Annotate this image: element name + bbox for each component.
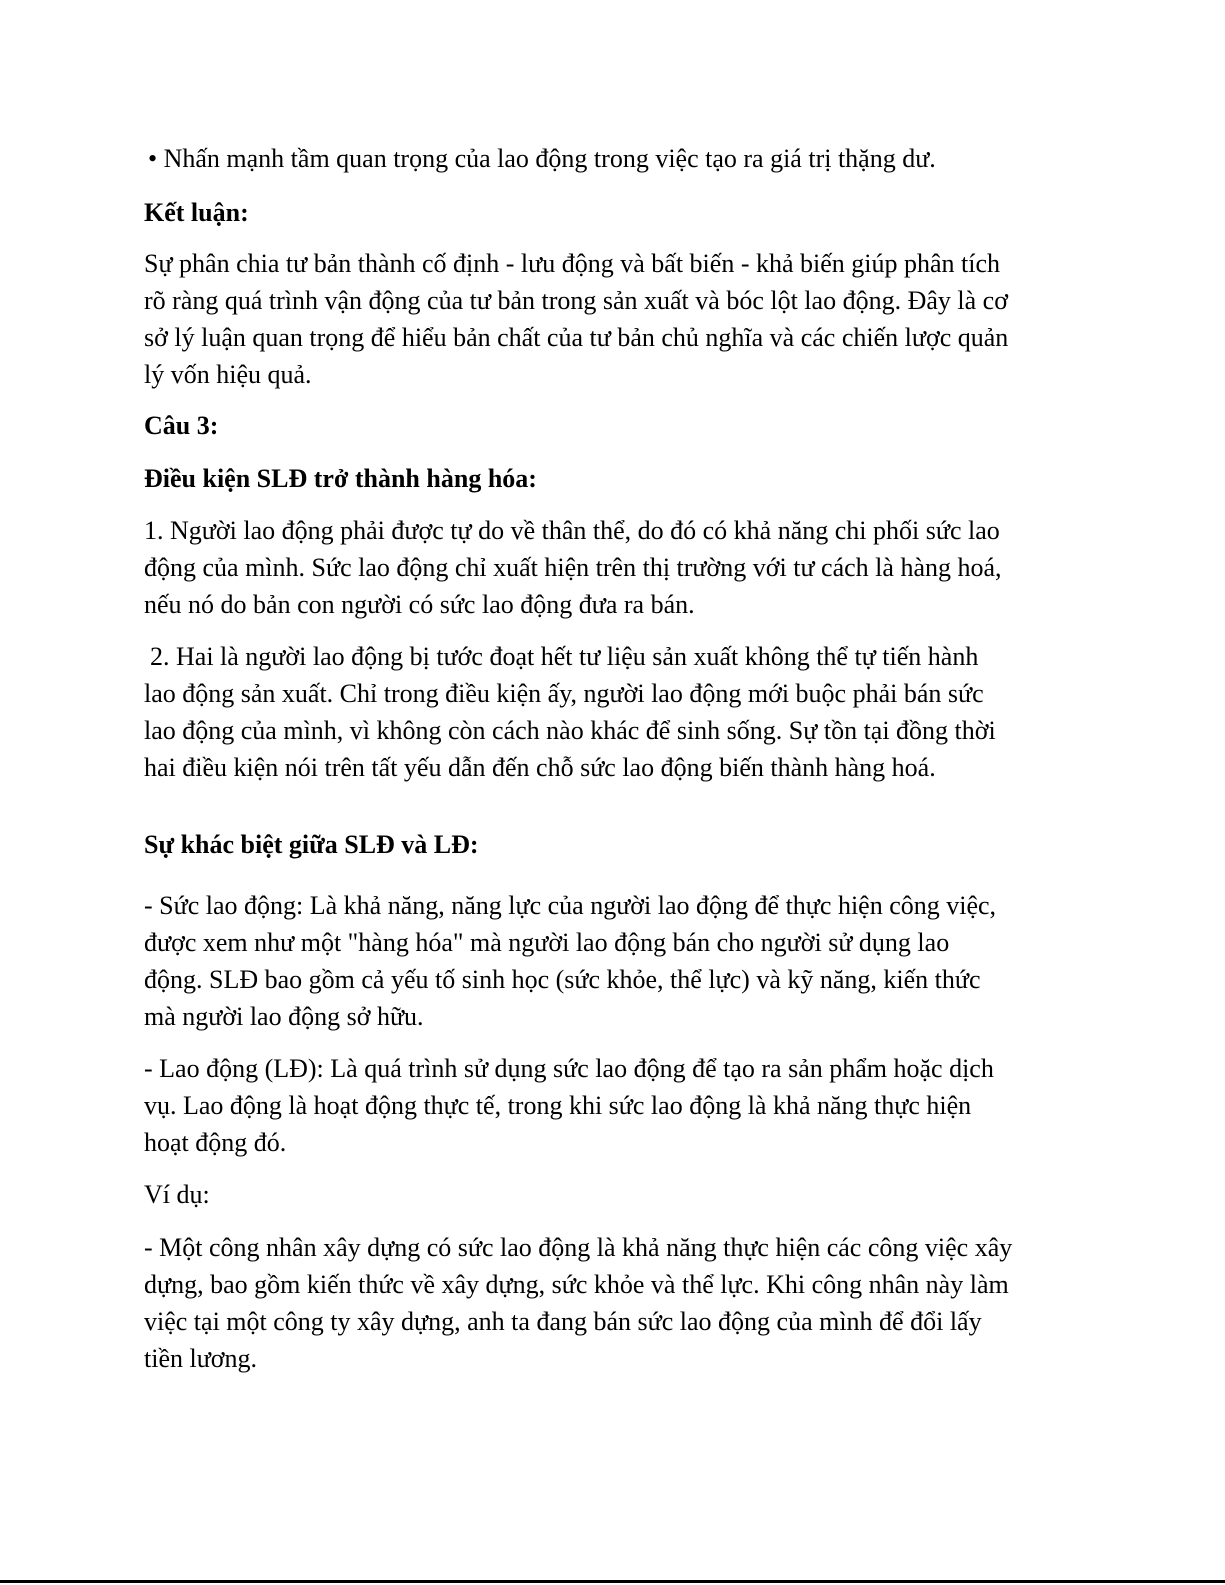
cau3-subheading: Điều kiện SLĐ trở thành hàng hóa: [144,464,537,493]
ket-luan-heading: Kết luận: [144,198,249,227]
ld-paragraph [144,1050,1084,1161]
text-line: lao động sản xuất. Chỉ trong điều kiện ấy, người lao động mới buộc phải bán sức [144,679,984,708]
text-line: Sự phân chia tư bản thành cố định - lưu động và bất biến - khả biến giúp phân tích [144,249,1001,278]
text-line: dựng, bao gồm kiến thức về xây dựng, sức khỏe và thể lực. Khi công nhân này làm [144,1270,1009,1299]
sld-paragraph [144,887,1084,1035]
cau3-heading: Câu 3: [144,411,219,440]
condition-2-paragraph [144,638,1084,786]
text-line: lý vốn hiệu quả. [144,360,312,389]
text-line: mà người lao động sở hữu. [144,1002,424,1031]
text-line: 1. Người lao động phải được tự do về thân thể, do đó có khả năng chi phối sức lao [144,516,1000,545]
text-line: - Một công nhân xây dựng có sức lao động là khả năng thực hiện các công việc xây [144,1233,1013,1262]
text-line: hoạt động đó. [144,1128,287,1157]
example-paragraph [144,1229,1084,1377]
text-line: sở lý luận quan trọng để hiểu bản chất của tư bản chủ nghĩa và các chiến lược quản [144,323,1009,352]
condition-1-paragraph [144,512,1084,623]
text-line: vụ. Lao động là hoạt động thực tế, trong khi sức lao động là khả năng thực hiện [144,1091,972,1120]
ket-luan-paragraph [144,245,1084,393]
khac-biet-heading: Sự khác biệt giữa SLĐ và LĐ: [144,830,479,859]
text-line: 2. Hai là người lao động bị tước đoạt hết tư liệu sản xuất không thể tự tiến hành [150,642,979,671]
text-line: nếu nó do bản con người có sức lao động đưa ra bán. [144,590,695,619]
text-line: - Sức lao động: Là khả năng, năng lực của người lao động để thực hiện công việc, [144,891,997,920]
bullet-paragraph [148,140,1088,177]
text-line: rõ ràng quá trình vận động của tư bản trong sản xuất và bóc lột lao động. Đây là cơ [144,286,1008,315]
text-line: tiền lương. [144,1344,258,1373]
text-line: hai điều kiện nói trên tất yếu dẫn đến chỗ sức lao động biến thành hàng hoá. [144,753,936,782]
text-line: được xem như một "hàng hóa" mà người lao động bán cho người sử dụng lao [144,928,950,957]
text-line: - Lao động (LĐ): Là quá trình sử dụng sức lao động để tạo ra sản phẩm hoặc dịch [144,1054,994,1083]
text-line: việc tại một công ty xây dựng, anh ta đang bán sức lao động của mình để đổi lấy [144,1307,982,1336]
text-line: động của mình. Sức lao động chỉ xuất hiện trên thị trường với tư cách là hàng hoá, [144,553,1002,582]
example-label: Ví dụ: [144,1180,210,1209]
text-line: động. SLĐ bao gồm cả yếu tố sinh học (sức khỏe, thể lực) và kỹ năng, kiến thức [144,965,981,994]
bullet-line: • Nhấn mạnh tầm quan trọng của lao động trong việc tạo ra giá trị thặng dư. [148,144,936,173]
page-bottom-border [0,1580,1225,1583]
text-line: lao động của mình, vì không còn cách nào khác để sinh sống. Sự tồn tại đồng thời [144,716,996,745]
